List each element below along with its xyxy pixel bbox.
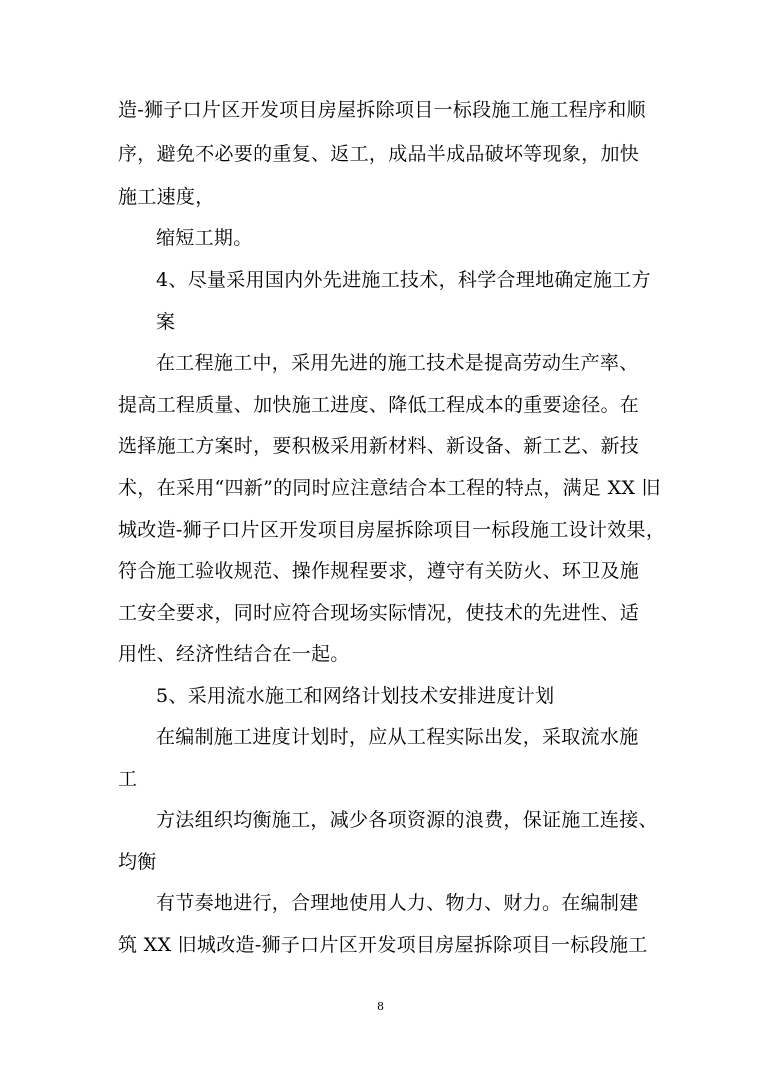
text-line: 5、采用流水施工和网络计划技术安排进度计划: [156, 685, 555, 707]
text-line: 城改造-狮子口片区开发项目房屋拆除项目一标段施工设计效果，: [118, 519, 666, 541]
text-line: 提高工程质量、加快施工进度、降低工程成本的重要途径。在: [118, 394, 640, 416]
text-line: 缩短工期。: [156, 227, 253, 249]
text-line: 选择施工方案时，要积极采用新材料、新设备、新工艺、新技: [118, 435, 640, 457]
text-line: 序，避免不必要的重复、返工，成品半成品破坏等现象，加快: [118, 143, 640, 165]
text-line: 案: [156, 311, 176, 333]
text-line: 在编制施工进度计划时，应从工程实际出发，采取流水施: [156, 726, 639, 748]
text-line: 在工程施工中，采用先进的施工技术是提高劳动生产率、: [156, 352, 639, 374]
text-line: 筑 XX 旧城改造-狮子口片区开发项目房屋拆除项目一标段施工: [118, 934, 648, 956]
text-line: 方法组织均衡施工，减少各项资源的浪费，保证施工连接、: [156, 809, 658, 831]
text-line: 施工速度，: [118, 186, 215, 208]
text-line: 工安全要求，同时应符合现场实际情况，使技术的先进性、适: [118, 602, 640, 624]
text-line: 符合施工验收规范、操作规程要求，遵守有关防火、环卫及施: [118, 560, 640, 582]
text-line: 4、尽量采用国内外先进施工技术，科学合理地确定施工方: [156, 269, 651, 291]
page-number: 8: [377, 1000, 384, 1013]
text-line: 术，在采用“四新”的同时应注意结合本工程的特点，满足 XX 旧: [118, 477, 661, 499]
text-line: 有节奏地进行，合理地使用人力、物力、财力。在编制建: [156, 892, 639, 914]
text-line: 造-狮子口片区开发项目房屋拆除项目一标段施工施工程序和顺: [118, 99, 646, 121]
text-line: 用性、经济性结合在一起。: [118, 643, 350, 665]
text-line: 均衡: [118, 851, 157, 873]
text-line: 工: [118, 768, 138, 790]
